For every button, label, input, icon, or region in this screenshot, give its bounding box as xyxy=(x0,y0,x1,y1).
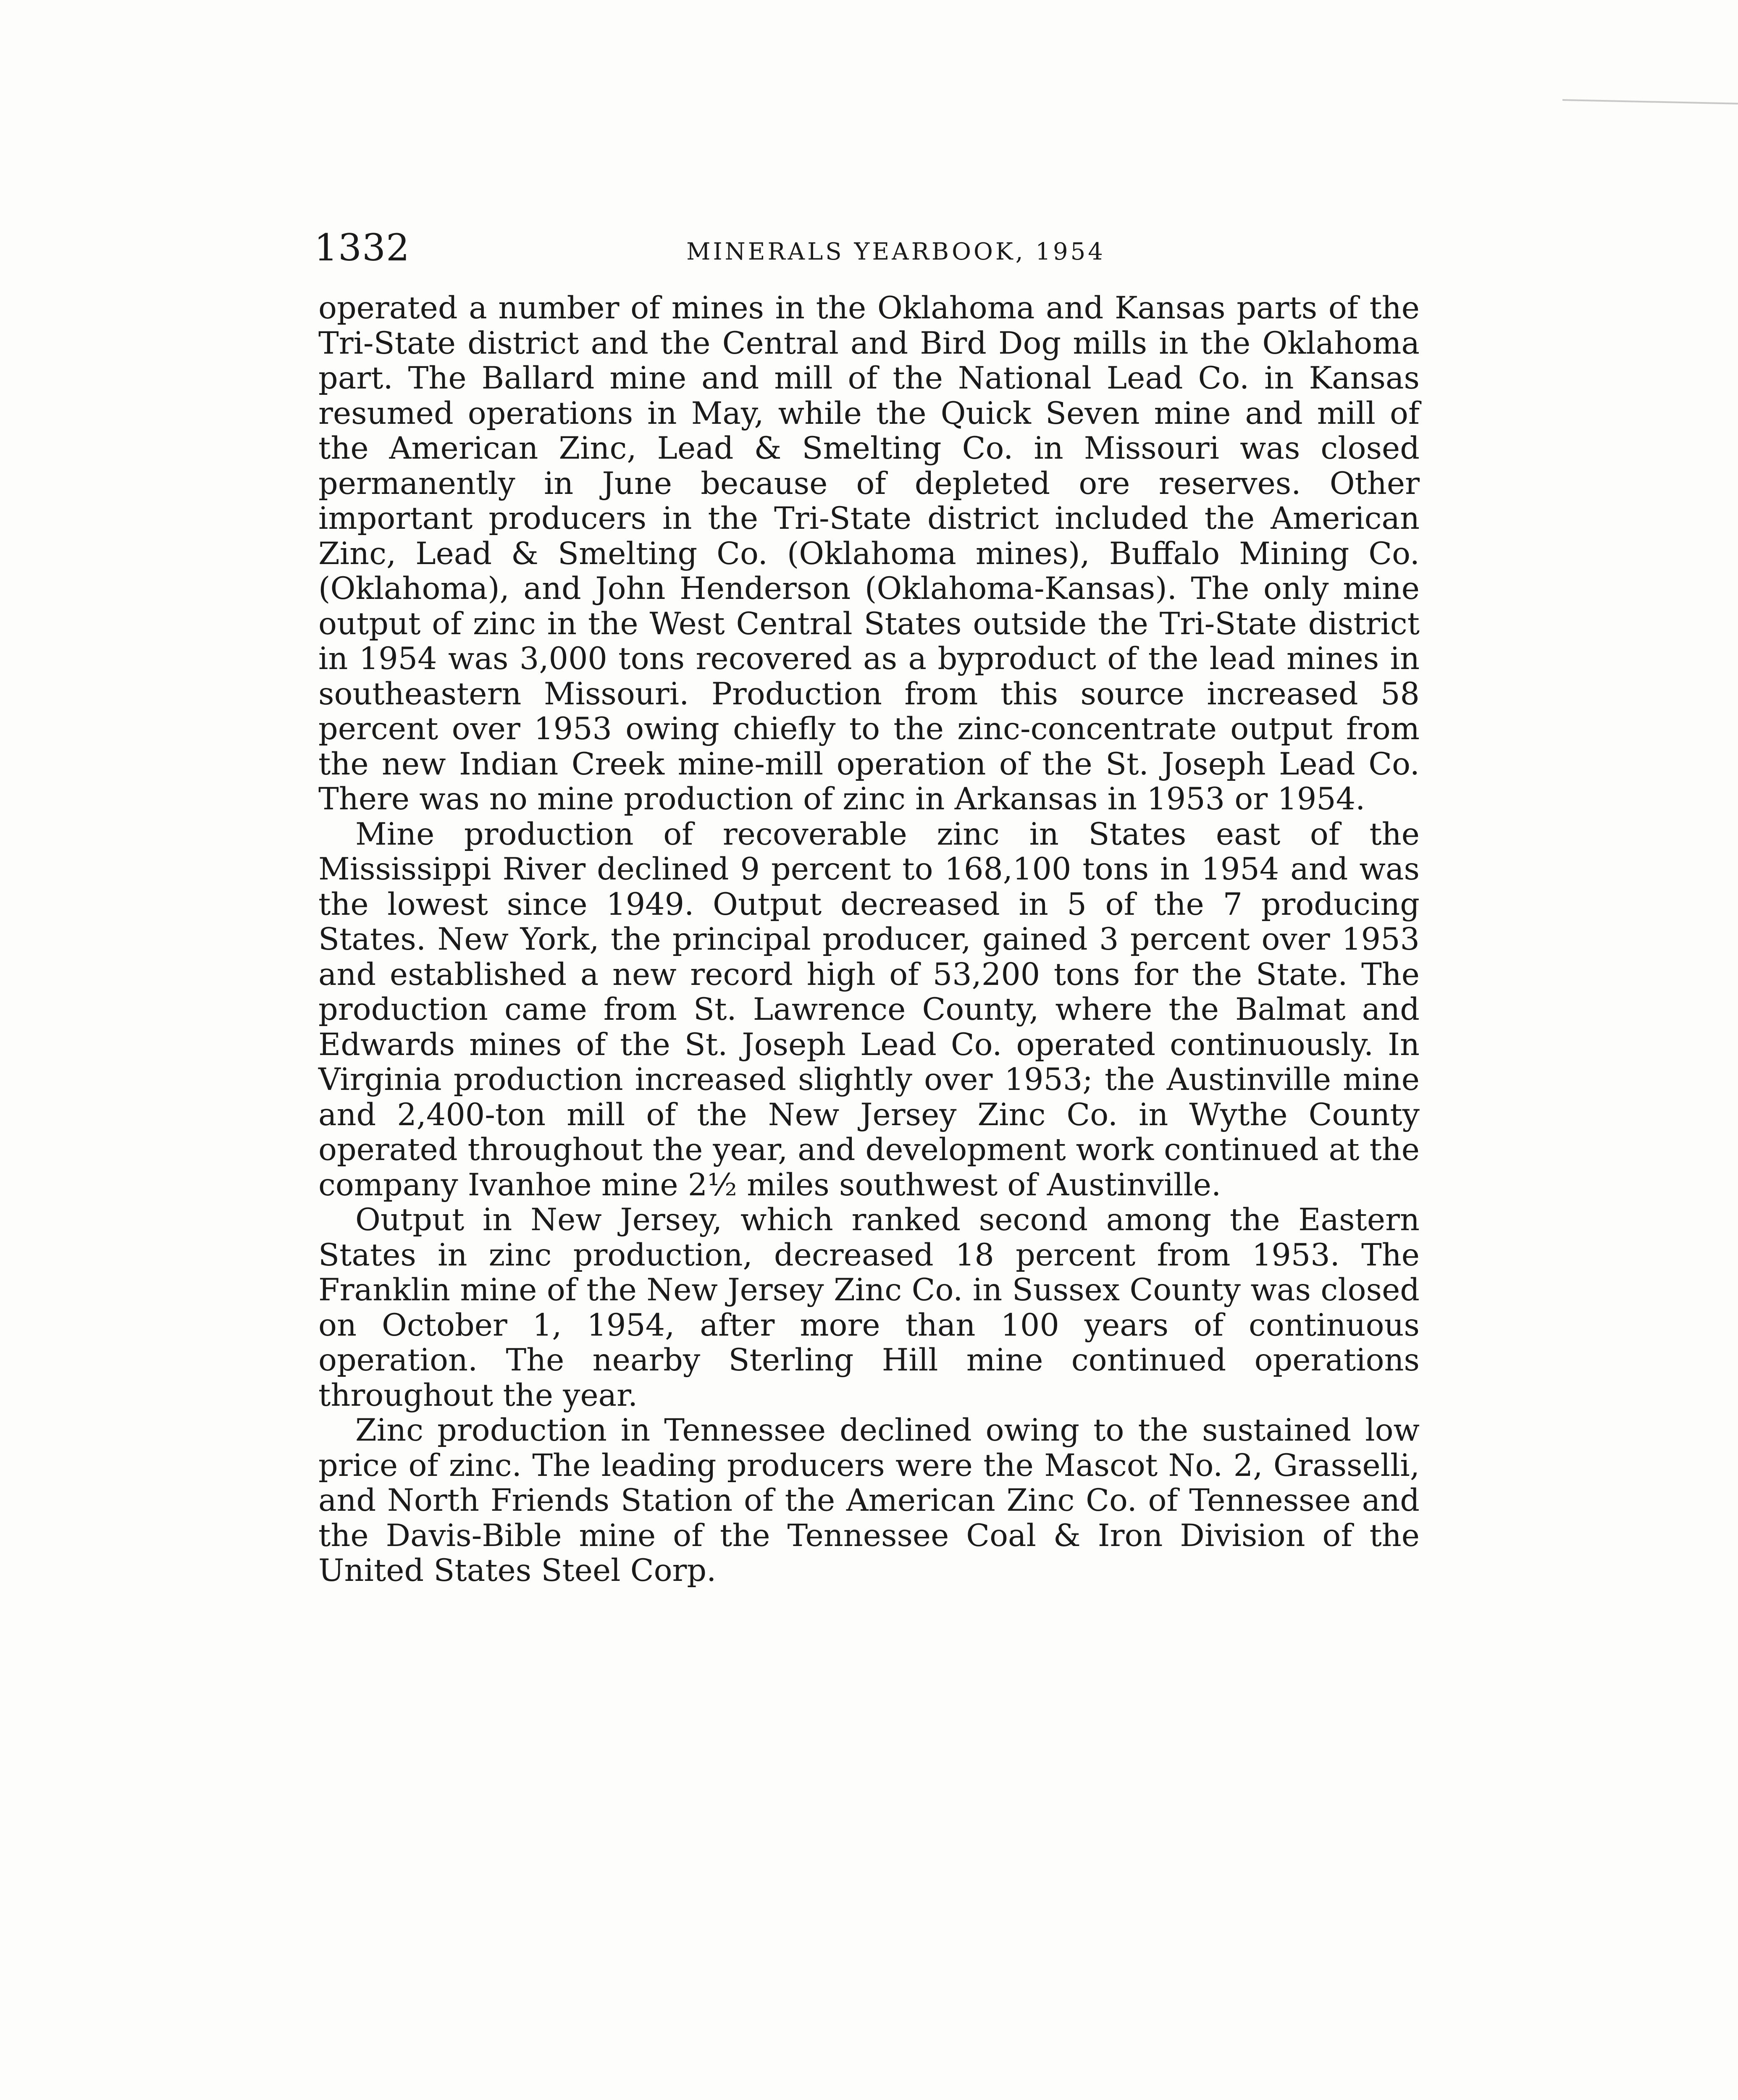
page-header xyxy=(314,225,1415,271)
body-text xyxy=(318,291,1420,1588)
scan-edge-line xyxy=(1562,99,1738,105)
paragraph-3: Output in New Jersey, which ranked second among the Eastern States in zinc production, decreased 18 percent from 1953. The Franklin mine of the New Jersey Zinc Co. in Sussex County was closed on October 1, 1954, after more than 100 years of continuous operation. The nearby Sterling Hill mine continued operations throughout the year. xyxy=(318,1202,1420,1413)
paragraph-4: Zinc production in Tennessee declined owing to the sustained low price of zinc. The leading producers were the Mascot No. 2, Grasselli, and North Friends Station of the American Zinc Co. of Tennessee and the Davis-Bible mine of the Tennessee Coal & Iron Division of the United States Steel Corp. xyxy=(318,1412,1420,1588)
paragraph-2: Mine production of recoverable zinc in States east of the Mississippi River declined 9 percent to 168,100 tons in 1954 and was the lowest since 1949. Output decreased in 5 of the 7 producing States. New York, the principal producer, gained 3 percent over 1953 and established a new record high of 53,200 tons for the State. The production came from St. Lawrence County, where the Balmat and Edwards mines of the St. Joseph Lead Co. operated continuously. In Virginia production increased slightly over 1953; the Austinville mine and 2,400-ton mill of the New Jersey Zinc Co. in Wythe County operated throughout the year, and development work continued at the company Ivanhoe mine 2½ miles southwest of Austinville. xyxy=(318,816,1420,1203)
running-title: MINERALS YEARBOOK, 1954 xyxy=(686,238,1105,265)
page-number: 1332 xyxy=(314,226,410,269)
paragraph-1: operated a number of mines in the Oklahoma and Kansas parts of the Tri-State district and the Central and Bird Dog mills in the Oklahoma part. The Ballard mine and mill of the National Lead Co. in Kansas resumed operations in May, while the Quick Seven mine and mill of the American Zinc, Lead & Smelting Co. in Missouri was closed permanently in June because of depleted ore reserves. Other important producers in the Tri-State district included the American Zinc, Lead & Smelting Co. (Oklahoma mines), Buffalo Mining Co. (Oklahoma), and John Henderson (Oklahoma-Kansas). The only mine output of zinc in the West Central States outside the Tri-State district in 1954 was 3,000 tons recovered as a byproduct of the lead mines in southeastern Missouri. Production from this source increased 58 percent over 1953 owing chiefly to the zinc-concentrate output from the new Indian Creek mine-mill operation of the St. Joseph Lead Co. There was no mine production of zinc in Arkansas in 1953 or 1954. xyxy=(318,290,1420,817)
